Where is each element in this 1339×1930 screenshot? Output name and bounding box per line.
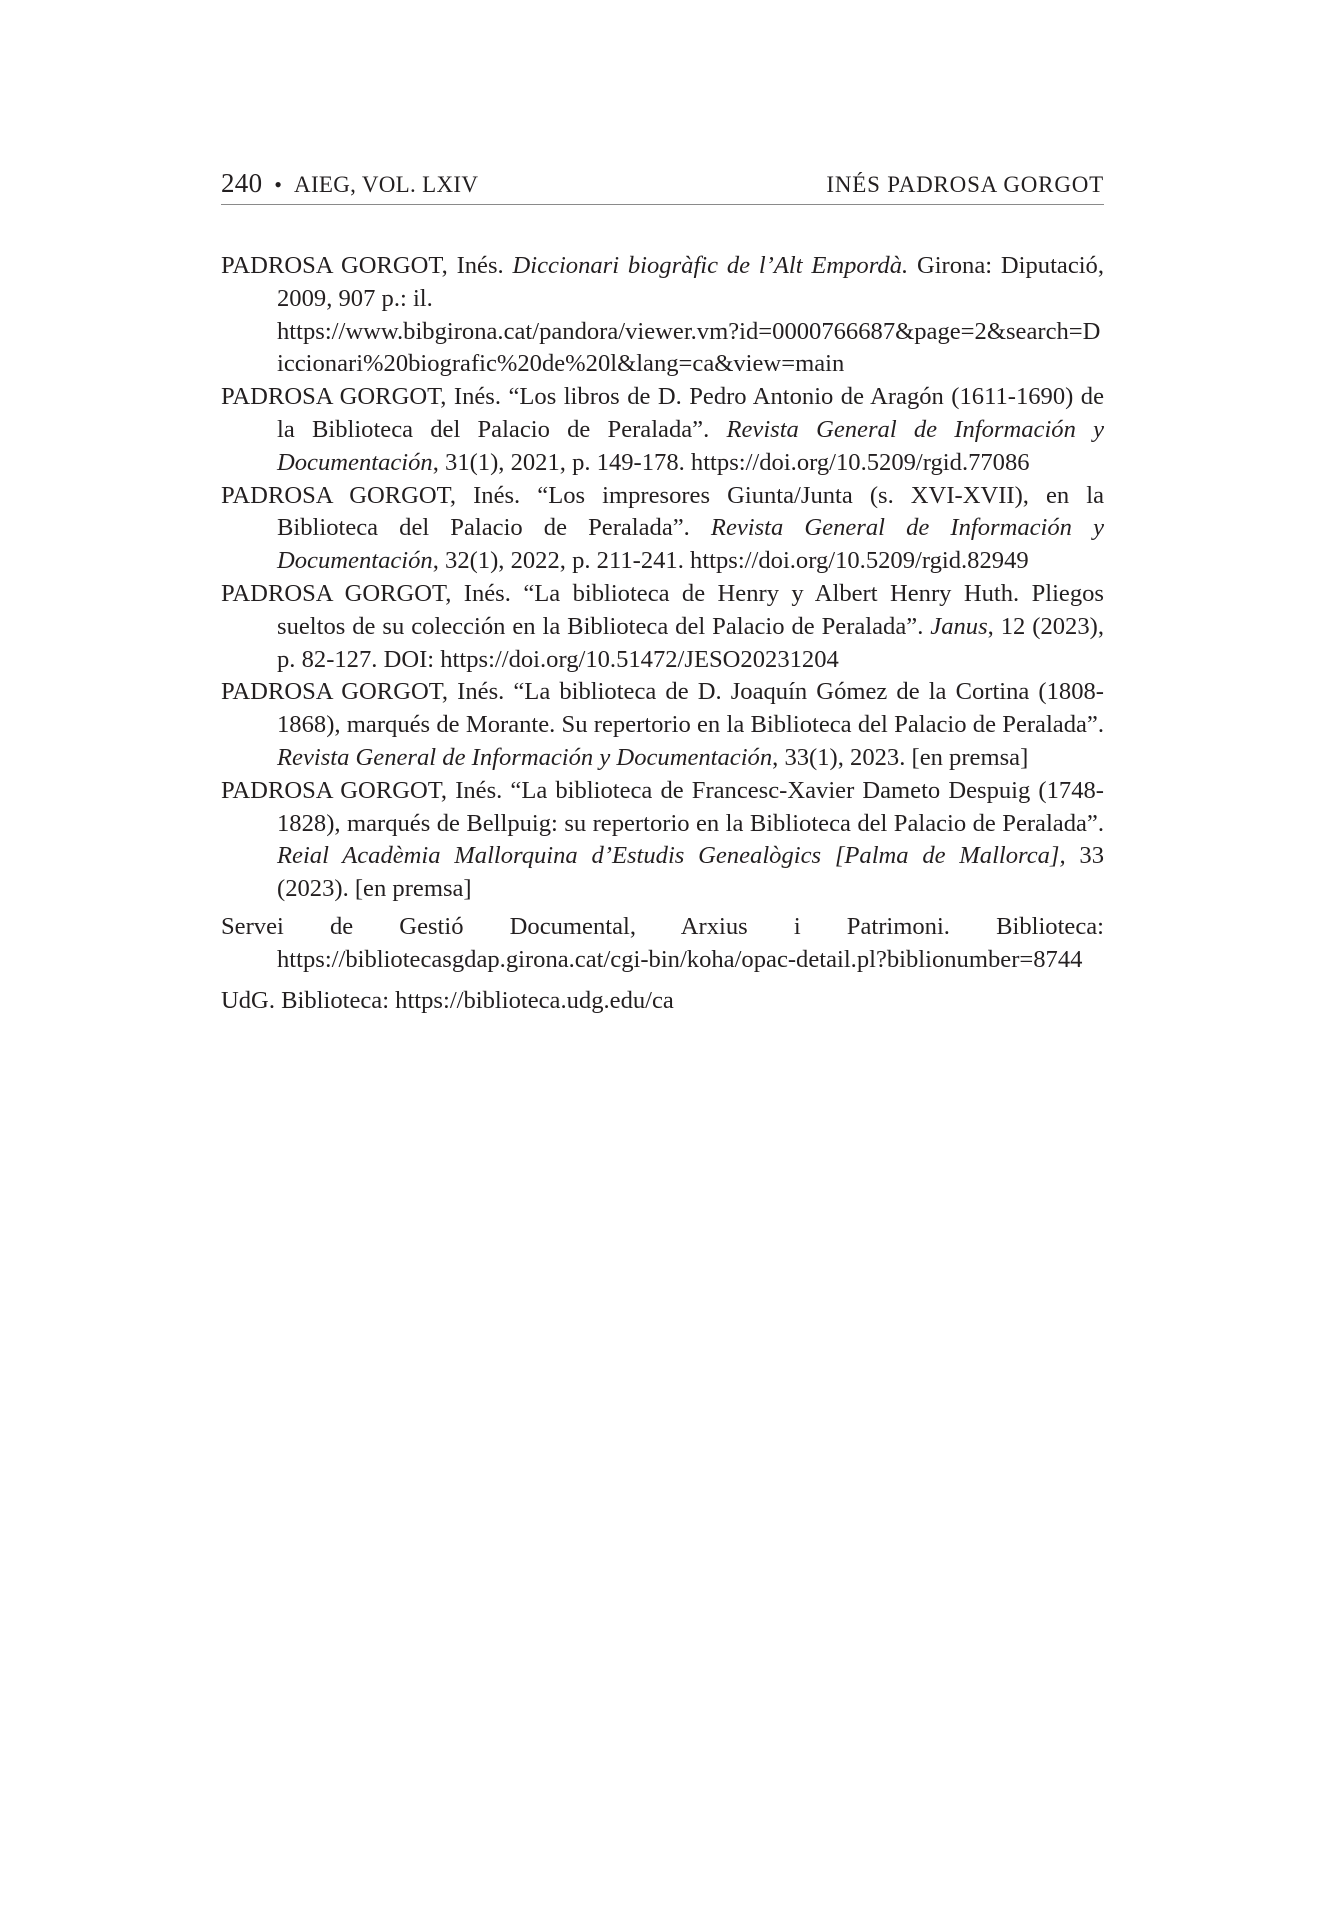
entry-author: PADROSA GORGOT, Inés. [221, 481, 521, 509]
entry-details: , 12 (2023), p. 82-127. DOI: https://doi.org/10.51472/JESO20231204 [277, 612, 1104, 673]
entry-title: “La biblioteca de Henry y Albert Henry Huth. Pliegos sueltos de su colección en la Biblioteca del Palacio de Peralada”. [277, 579, 1104, 640]
bibliography-entry [221, 985, 1104, 1018]
entry-details: , 32(1), 2022, p. 211-241. https://doi.org/10.5209/rgid.82949 [432, 547, 1029, 575]
entry-author: PADROSA GORGOT, Inés. [221, 383, 502, 411]
entry-details: Girona: Diputació, 2009, 907 p.: il. [277, 252, 1105, 312]
entry-journal: Revista General de Información y Documentación [277, 743, 773, 771]
bibliography-entry [221, 578, 1104, 676]
entry-journal: Reial Acadèmia Mallorquina d’Estudis Genealògics [Palma de Mallorca], [277, 842, 1066, 870]
header-separator: • [274, 172, 283, 197]
entry-journal: Janus [930, 612, 988, 640]
entry-url[interactable]: https://www.bibgirona.cat/pandora/viewer.vm?id=0000766687&page=2&search=Diccionari%20biografic%20de%20l&lang=ca&view=main [277, 317, 1101, 378]
bibliography-entry [221, 911, 1104, 977]
bibliography-entry [221, 676, 1104, 774]
entry-title: “La biblioteca de Francesc-Xavier Dameto Despuig (1748-1828), marqués de Bellpuig: su repertorio en la Biblioteca del Palacio de Peralada”. [277, 776, 1104, 837]
entry-text: Servei de Gestió Documental, Arxius i Patrimoni. Biblioteca: https://bibliotecasgdap.girona.cat/cgi-bin/koha/opac-detail.pl?biblionumber=8744 [221, 912, 1104, 973]
entry-details: , 33(1), 2023. [en premsa] [772, 743, 1029, 771]
page-number: 240 [221, 168, 263, 198]
bibliography-entry [221, 775, 1104, 906]
entry-title: “Los impresores Giunta/Junta (s. XVI-XVII), en la Biblioteca del Palacio de Peralada”. [277, 481, 1104, 542]
journal-name: AIEG, VOL. LXIV [294, 172, 479, 197]
entry-journal: Revista General de Información y Documentación [277, 415, 1104, 476]
entry-details: 33 (2023). [en premsa] [277, 842, 1104, 903]
bibliography-entry [221, 480, 1104, 578]
entry-title: “La biblioteca de D. Joaquín Gómez de la Cortina (1808-1868), marqués de Morante. Su repertorio en la Biblioteca del Palacio de Peralada”. [277, 678, 1104, 739]
article-author: INÉS PADROSA GORGOT [826, 172, 1104, 197]
running-head [221, 168, 1104, 205]
entry-journal: Revista General de Información y Documentación [277, 514, 1104, 575]
entry-details: , 31(1), 2021, p. 149-178. https://doi.org/10.5209/rgid.77086 [432, 448, 1030, 476]
entry-title: “Los libros de D. Pedro Antonio de Aragón (1611-1690) de la Biblioteca del Palacio de Peralada”. [277, 383, 1104, 443]
entry-text: UdG. Biblioteca: https://biblioteca.udg.edu/ca [221, 986, 674, 1014]
entry-title: Diccionari biogràfic de l’Alt Empordà. [512, 252, 909, 279]
bibliography-entry [221, 250, 1104, 381]
bibliography-entry [221, 381, 1104, 479]
entry-author: PADROSA GORGOT, Inés. [221, 579, 511, 607]
entry-author: PADROSA GORGOT, Inés. [221, 776, 503, 804]
page-content [221, 168, 1104, 1017]
bibliography-list [221, 250, 1104, 1017]
running-head-left [221, 168, 478, 199]
entry-author: PADROSA GORGOT, Inés. [221, 252, 504, 279]
entry-author: PADROSA GORGOT, Inés. [221, 678, 505, 706]
